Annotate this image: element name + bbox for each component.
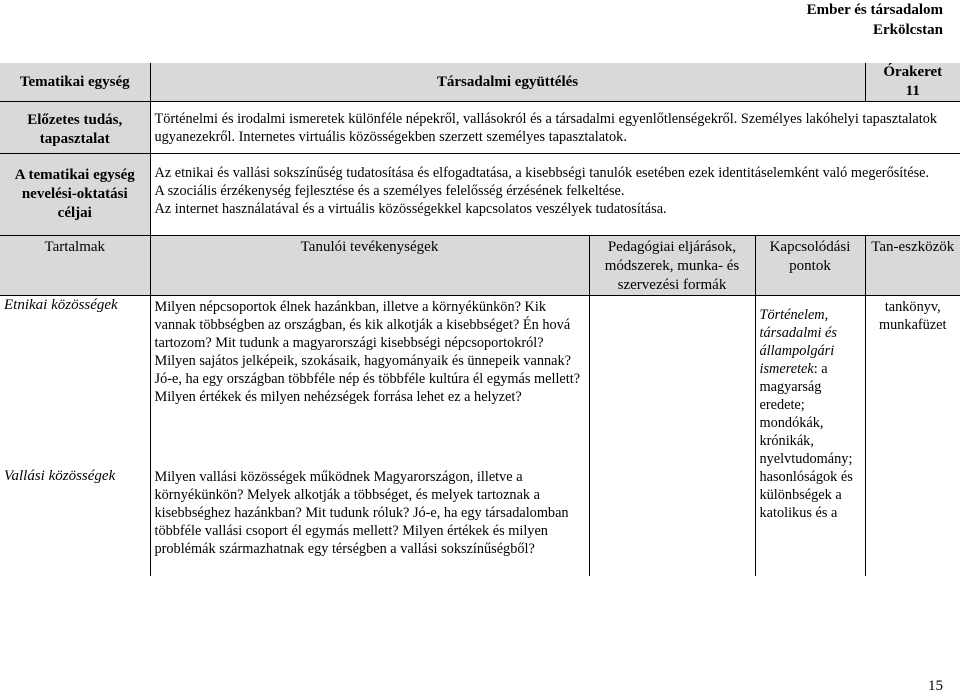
header-subsubject: Erkölcstan (872, 22, 943, 38)
theme-row (0, 63, 960, 102)
topic-religious: Vallási közösségek (4, 468, 116, 484)
goal-line: A szociális érzékenység fejlesztése és a személyes felelősség érzésének felkeltése. (154, 183, 625, 199)
column-header-row (0, 236, 960, 296)
page-number: 15 (928, 678, 943, 694)
activity-religious: Milyen vallási közösségek működnek Magyarországon, illetve a környékünkön? Melyek alkotják a többséget, és melyek tartoznak a kisebbséghez hazánkban? Mit tudunk róluk? Jó-e, ha egy társadalomban többféle vallási csoport él egymás mellett? Milyen értékek és milyen problémák származhatnak egy térségben a vallási sokszínűségből? (154, 469, 569, 557)
hours-value: 11 (905, 83, 920, 99)
goals-label: A tematikai egység nevelési-oktatási céljai (0, 154, 150, 236)
prior-label: Előzetes tudás, tapasztalat (0, 102, 150, 154)
col-activities: Tanulói tevékenységek (150, 236, 589, 296)
prior-text: Történelmi és irodalmi ismeretek különféle népekről, vallásokról és a társadalmi egyenlőtlenségekről. Személyes lakóhelyi tapasztalatok ugyanezekről. Internetes virtuális közösségekben szerzett személyes tapasztalatok. (150, 102, 960, 154)
connections-details: : a magyarság eredete; mondókák, krónikák, nyelvtudomány; hasonlóságok és különbségek a katolikus és a (759, 361, 853, 521)
prior-row (0, 102, 960, 154)
connections-subjects: Történelem, társadalmi és állampolgári ismeretek (759, 307, 837, 377)
goal-line: Az internet használatával és a virtuális közösségekkel kapcsolatos veszélyek tudatosítása. (154, 201, 667, 217)
tools-text: tankönyv, munkafüzet (879, 299, 947, 333)
hours-label: Órakeret (883, 64, 943, 80)
activity-ethnic: Milyen népcsoportok élnek hazánkban, illetve a környékünkön? Kik vannak többségben az országban, és kik alkotják a kisebbséget? Én hová tartozom? Mit tudunk a magyarországi kisebbségi népcsoportokról? Milyen sajátos jelképeik, szokásaik, hagyományaik és ünnepeik vannak? Jó-e, ha egy országban többféle nép és többféle kultúra él egymás mellett? Milyen értékek és milyen nehézségek forrása lehet ez a helyzet? (154, 299, 581, 405)
goals-text (150, 154, 960, 236)
theme-title: Társadalmi együttélés (150, 63, 865, 102)
methods-cell (589, 296, 755, 576)
theme-label: Tematikai egység (0, 63, 150, 102)
activities-cell (150, 296, 589, 576)
header-subject: Ember és társadalom (806, 2, 943, 18)
hours-cell (865, 63, 960, 102)
curriculum-table (0, 63, 960, 576)
page-header (807, 0, 943, 40)
col-contents: Tartalmak (0, 236, 150, 296)
connections-cell (755, 296, 865, 576)
col-methods: Pedagógiai eljárások, módszerek, munka- és szervezési formák (589, 236, 755, 296)
col-tools: Tan-eszközök (865, 236, 960, 296)
goal-line: Az etnikai és vallási sokszínűség tudatosítása és elfogadtatása, a kisebbségi tanulók esetében ezek identitáselemként való megerősítése. (154, 165, 930, 181)
goals-row (0, 154, 960, 236)
topic-ethnic: Etnikai közösségek (4, 297, 118, 313)
tools-cell (865, 296, 960, 576)
content-row (0, 296, 960, 576)
topic-cell (0, 296, 150, 576)
col-connections: Kapcsolódási pontok (755, 236, 865, 296)
